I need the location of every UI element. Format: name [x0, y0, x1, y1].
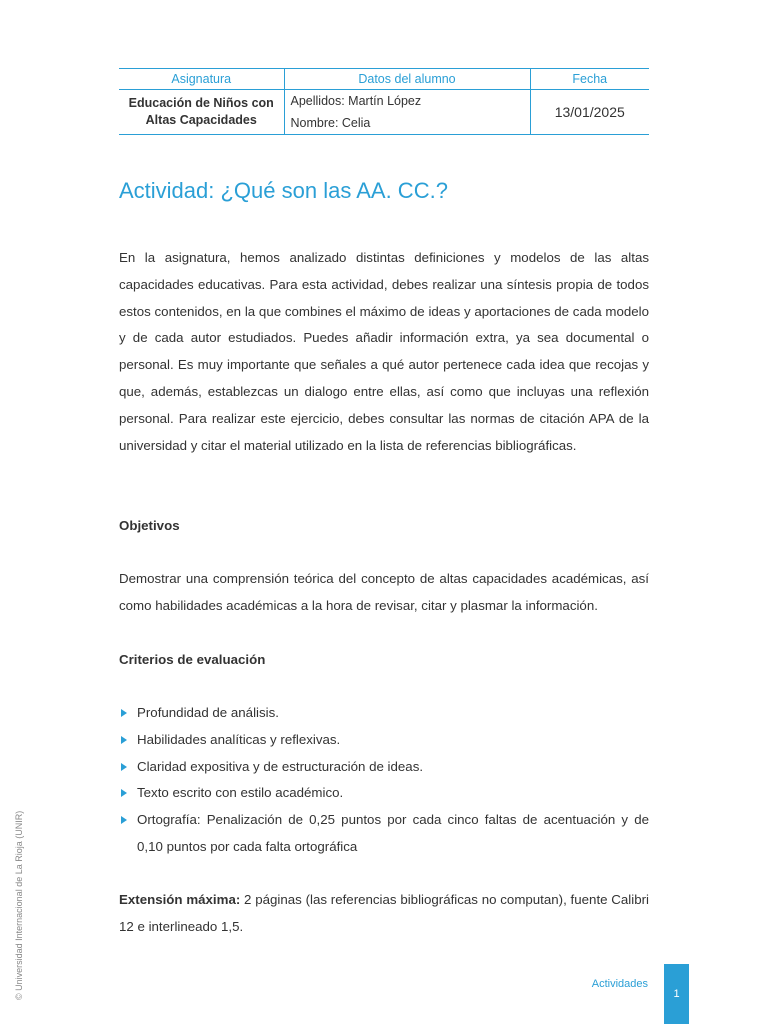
objectives-heading: Objetivos — [119, 518, 180, 533]
triangle-bullet-icon — [121, 816, 127, 824]
triangle-bullet-icon — [121, 709, 127, 717]
criteria-heading: Criterios de evaluación — [119, 652, 266, 667]
criteria-item: Texto escrito con estilo académico. — [119, 780, 649, 807]
page-number: 1 — [664, 964, 689, 1024]
header-col-date: Fecha — [530, 69, 649, 90]
criteria-item: Profundidad de análisis. — [119, 700, 649, 727]
copyright-credit: © Universidad Internacional de La Rioja (UNIR) — [14, 810, 24, 1000]
submission-date: 13/01/2025 — [530, 90, 649, 135]
triangle-bullet-icon — [121, 789, 127, 797]
subject-name: Educación de Niños con Altas Capacidades — [119, 90, 284, 135]
extension-text: 2 páginas (las referencias bibliográficas no computan), fuente Calibri 12 e interlineado 1,5. — [119, 892, 649, 934]
student-surname: Apellidos: Martín López — [284, 90, 530, 113]
extension-label: Extensión máxima: — [119, 892, 241, 907]
page-title: Actividad: ¿Qué son las AA. CC.? — [119, 178, 448, 203]
triangle-bullet-icon — [121, 763, 127, 771]
student-name: Nombre: Celia — [284, 112, 530, 135]
triangle-bullet-icon — [121, 736, 127, 744]
footer-section-label: Actividades — [591, 978, 648, 990]
criteria-item: Claridad expositiva y de estructuración de ideas. — [119, 754, 649, 781]
header-col-subject: Asignatura — [119, 69, 284, 90]
criteria-item: Habilidades analíticas y reflexivas. — [119, 727, 649, 754]
criteria-item: Ortografía: Penalización de 0,25 puntos por cada cinco faltas de acentuación y de 0,10 puntos por cada falta ortográfica — [119, 807, 649, 861]
header-col-student: Datos del alumno — [284, 69, 530, 90]
criteria-list — [119, 700, 649, 861]
header-table — [119, 68, 649, 135]
extension-paragraph — [119, 887, 649, 941]
intro-paragraph: En la asignatura, hemos analizado distintas definiciones y modelos de las altas capacidades educativas. Para esta actividad, debes realizar una síntesis propia de todos estos contenidos, en la que combines el máximo de ideas y aportaciones de cada modelo y de cada autor estudiados. Puedes añadir información extra, ya sea documental o personal. Es muy importante que señales a qué autor pertenece cada idea que recojas y que, además, establezcas un dialogo entre ellas, así como que incluyas una reflexión personal. Para realizar este ejercicio, debes consultar las normas de citación APA de la universidad y citar el material utilizado en la lista de referencias bibliográficas. — [119, 250, 649, 453]
objectives-paragraph: Demostrar una comprensión teórica del concepto de altas capacidades académicas, así como habilidades académicas a la hora de revisar, citar y plasmar la información. — [119, 571, 649, 613]
